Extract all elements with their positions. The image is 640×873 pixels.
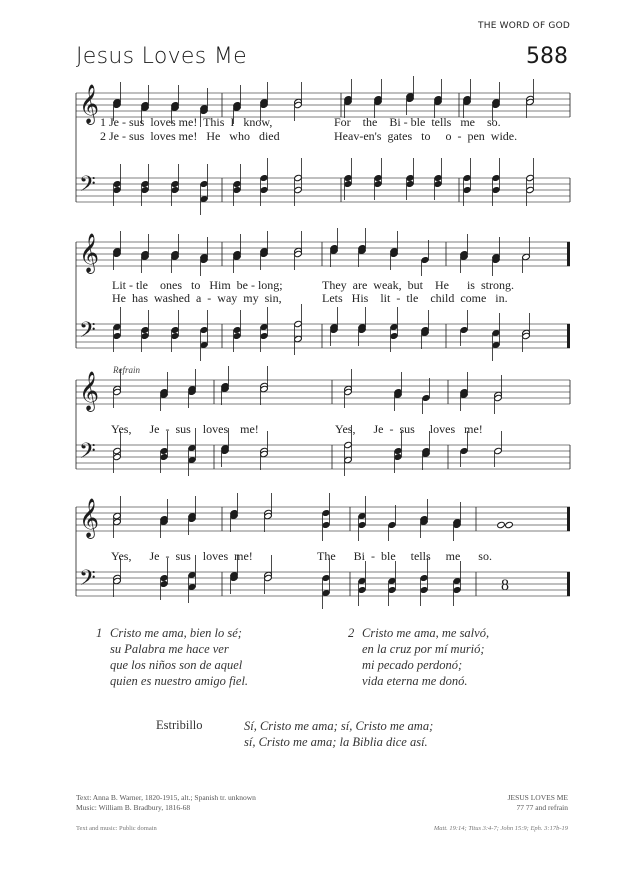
quarter-note xyxy=(141,186,150,193)
quarter-note xyxy=(421,256,430,263)
treble-clef-icon: 𝄞 xyxy=(79,371,100,411)
lyric-line: Yes, Je - sus loves me! xyxy=(335,422,483,436)
hymn-title: Jesus Loves Me xyxy=(76,44,247,69)
quarter-note xyxy=(463,186,472,193)
quarter-note xyxy=(233,326,242,333)
lyric-line: They are weak, but He is strong. xyxy=(322,278,514,292)
half-note xyxy=(113,512,122,519)
quarter-note xyxy=(200,326,209,333)
quarter-note xyxy=(113,180,122,187)
hymn-number: 588 xyxy=(526,44,568,69)
half-note xyxy=(344,441,353,448)
half-note xyxy=(497,521,506,528)
half-note xyxy=(522,253,531,260)
quarter-note xyxy=(160,580,169,587)
scripture-references: Matt. 19:14; Titus 3:4-7; John 15:9; Eph. 3:17b-19 xyxy=(433,825,568,832)
quarter-note xyxy=(141,332,150,339)
music-credit: Music: William B. Bradbury, 1816-68 xyxy=(76,803,191,812)
lyric-line: Lit - tle ones to Him be - long; xyxy=(112,278,283,292)
quarter-note xyxy=(260,186,269,193)
quarter-note xyxy=(141,326,150,333)
lyric-line: Yes, Je - sus loves me! xyxy=(111,422,259,436)
half-note xyxy=(294,335,303,342)
quarter-note xyxy=(374,174,383,181)
quarter-note xyxy=(188,456,197,463)
quarter-note xyxy=(394,447,403,454)
quarter-note xyxy=(420,586,429,593)
quarter-note xyxy=(322,574,331,581)
final-barline xyxy=(567,242,570,266)
quarter-note xyxy=(358,577,367,584)
quarter-note xyxy=(388,521,397,528)
quarter-note xyxy=(141,180,150,187)
quarter-note xyxy=(492,186,501,193)
half-note xyxy=(294,174,303,181)
quarter-note xyxy=(160,574,169,581)
quarter-note xyxy=(406,174,415,181)
quarter-note xyxy=(460,326,469,333)
quarter-note xyxy=(322,509,331,516)
bass-clef-icon: 𝄢 xyxy=(79,172,96,202)
tune-info xyxy=(508,793,568,813)
quarter-note xyxy=(374,180,383,187)
half-note xyxy=(505,521,514,528)
quarter-note xyxy=(344,180,353,187)
half-note xyxy=(526,186,535,193)
lyric-line: For the Bi - ble tells me so. xyxy=(334,115,501,129)
quarter-note xyxy=(233,180,242,187)
quarter-note xyxy=(388,586,397,593)
tune-name: JESUS LOVES ME xyxy=(507,793,568,802)
half-note xyxy=(113,453,122,460)
treble-clef-icon: 𝄞 xyxy=(79,233,100,273)
quarter-note xyxy=(113,332,122,339)
quarter-note xyxy=(233,186,242,193)
half-note xyxy=(113,518,122,525)
quarter-note xyxy=(200,341,209,348)
quarter-note xyxy=(188,571,197,578)
lyric-line: The Bi - ble tells me so. xyxy=(317,549,492,563)
treble-clef-icon: 𝄞 xyxy=(79,498,100,538)
spanish-verse-1 xyxy=(96,625,249,689)
lyric-line: Yes, Je - sus loves me! xyxy=(111,549,253,563)
lyric-line: Heav-en's gates to o - pen wide. xyxy=(334,129,518,143)
verse-line: vida eterna me donó. xyxy=(362,674,468,688)
final-barline xyxy=(567,507,570,531)
spanish-verse-2 xyxy=(348,625,490,689)
half-note xyxy=(494,447,503,454)
half-note xyxy=(113,447,122,454)
verse-line: quien es nuestro amigo fiel. xyxy=(110,674,249,688)
meter: 77 77 and refrain xyxy=(516,803,568,812)
half-note xyxy=(344,456,353,463)
octave-whole-note: 8 xyxy=(501,577,509,594)
quarter-note xyxy=(344,174,353,181)
quarter-note xyxy=(390,323,399,330)
bass-clef-icon: 𝄢 xyxy=(79,566,96,596)
section-label: THE WORD OF GOD xyxy=(478,21,570,31)
verse-line: en la cruz por mí murió; xyxy=(362,642,485,656)
half-note xyxy=(294,320,303,327)
quarter-note xyxy=(420,574,429,581)
quarter-note xyxy=(422,394,431,401)
final-barline xyxy=(567,324,570,348)
quarter-note xyxy=(322,521,331,528)
quarter-note xyxy=(188,444,197,451)
bass-clef-icon: 𝄢 xyxy=(79,439,96,469)
quarter-note xyxy=(434,174,443,181)
quarter-note xyxy=(463,174,472,181)
refrain-label: Refrain xyxy=(113,365,140,375)
quarter-note xyxy=(406,180,415,187)
credits xyxy=(76,793,256,813)
quarter-note xyxy=(260,174,269,181)
quarter-note xyxy=(358,512,367,519)
quarter-note xyxy=(160,453,169,460)
quarter-note xyxy=(388,577,397,584)
estribillo-label: Estribillo xyxy=(156,718,203,732)
quarter-note xyxy=(171,180,180,187)
quarter-note xyxy=(200,195,209,202)
verse-line: Cristo me ama, bien lo sé; xyxy=(110,626,242,640)
quarter-note xyxy=(434,180,443,187)
quarter-note xyxy=(460,447,469,454)
quarter-note xyxy=(390,332,399,339)
lyric-line: 2 Je - sus loves me! He who died xyxy=(100,129,280,143)
quarter-note xyxy=(358,586,367,593)
quarter-note xyxy=(260,332,269,339)
quarter-note xyxy=(358,521,367,528)
half-note xyxy=(294,186,303,193)
estribillo-line: sí, Cristo me ama; la Biblia dice así. xyxy=(244,735,428,749)
quarter-note xyxy=(492,174,501,181)
bass-clef-icon: 𝄢 xyxy=(79,318,96,348)
treble-clef-icon: 𝄞 xyxy=(79,84,100,124)
quarter-note xyxy=(260,323,269,330)
lyric-line: Lets His lit - tle child come in. xyxy=(322,291,508,305)
quarter-note xyxy=(492,329,501,336)
quarter-note xyxy=(233,332,242,339)
quarter-note xyxy=(188,583,197,590)
verse-number: 2 xyxy=(348,626,355,640)
quarter-note xyxy=(113,323,122,330)
quarter-note xyxy=(200,180,209,187)
quarter-note xyxy=(160,447,169,454)
quarter-note xyxy=(171,332,180,339)
quarter-note xyxy=(492,341,501,348)
lyric-line: He has washed a - way my sin, xyxy=(112,291,282,305)
quarter-note xyxy=(171,326,180,333)
quarter-note xyxy=(453,577,462,584)
half-note xyxy=(526,174,535,181)
verse-line: que los niños son de aquel xyxy=(110,658,243,672)
estribillo-text xyxy=(244,718,433,750)
quarter-note xyxy=(171,186,180,193)
verse-line: Cristo me ama, me salvó, xyxy=(362,626,490,640)
final-barline xyxy=(567,572,570,596)
quarter-note xyxy=(322,589,331,596)
quarter-note xyxy=(113,186,122,193)
copyright: Text and music: Public domain xyxy=(76,825,157,832)
quarter-note xyxy=(453,586,462,593)
quarter-note xyxy=(394,453,403,460)
text-credit: Text: Anna B. Warner, 1820-1915, alt.; Spanish tr. unknown xyxy=(76,793,256,802)
verse-number: 1 xyxy=(96,626,103,640)
verse-line: su Palabra me hace ver xyxy=(110,642,229,656)
verse-line: mi pecado perdonó; xyxy=(362,658,463,672)
estribillo-line: Sí, Cristo me ama; sí, Cristo me ama; xyxy=(244,719,434,733)
lyric-line: 1 Je - sus loves me! This I know, xyxy=(100,115,273,129)
